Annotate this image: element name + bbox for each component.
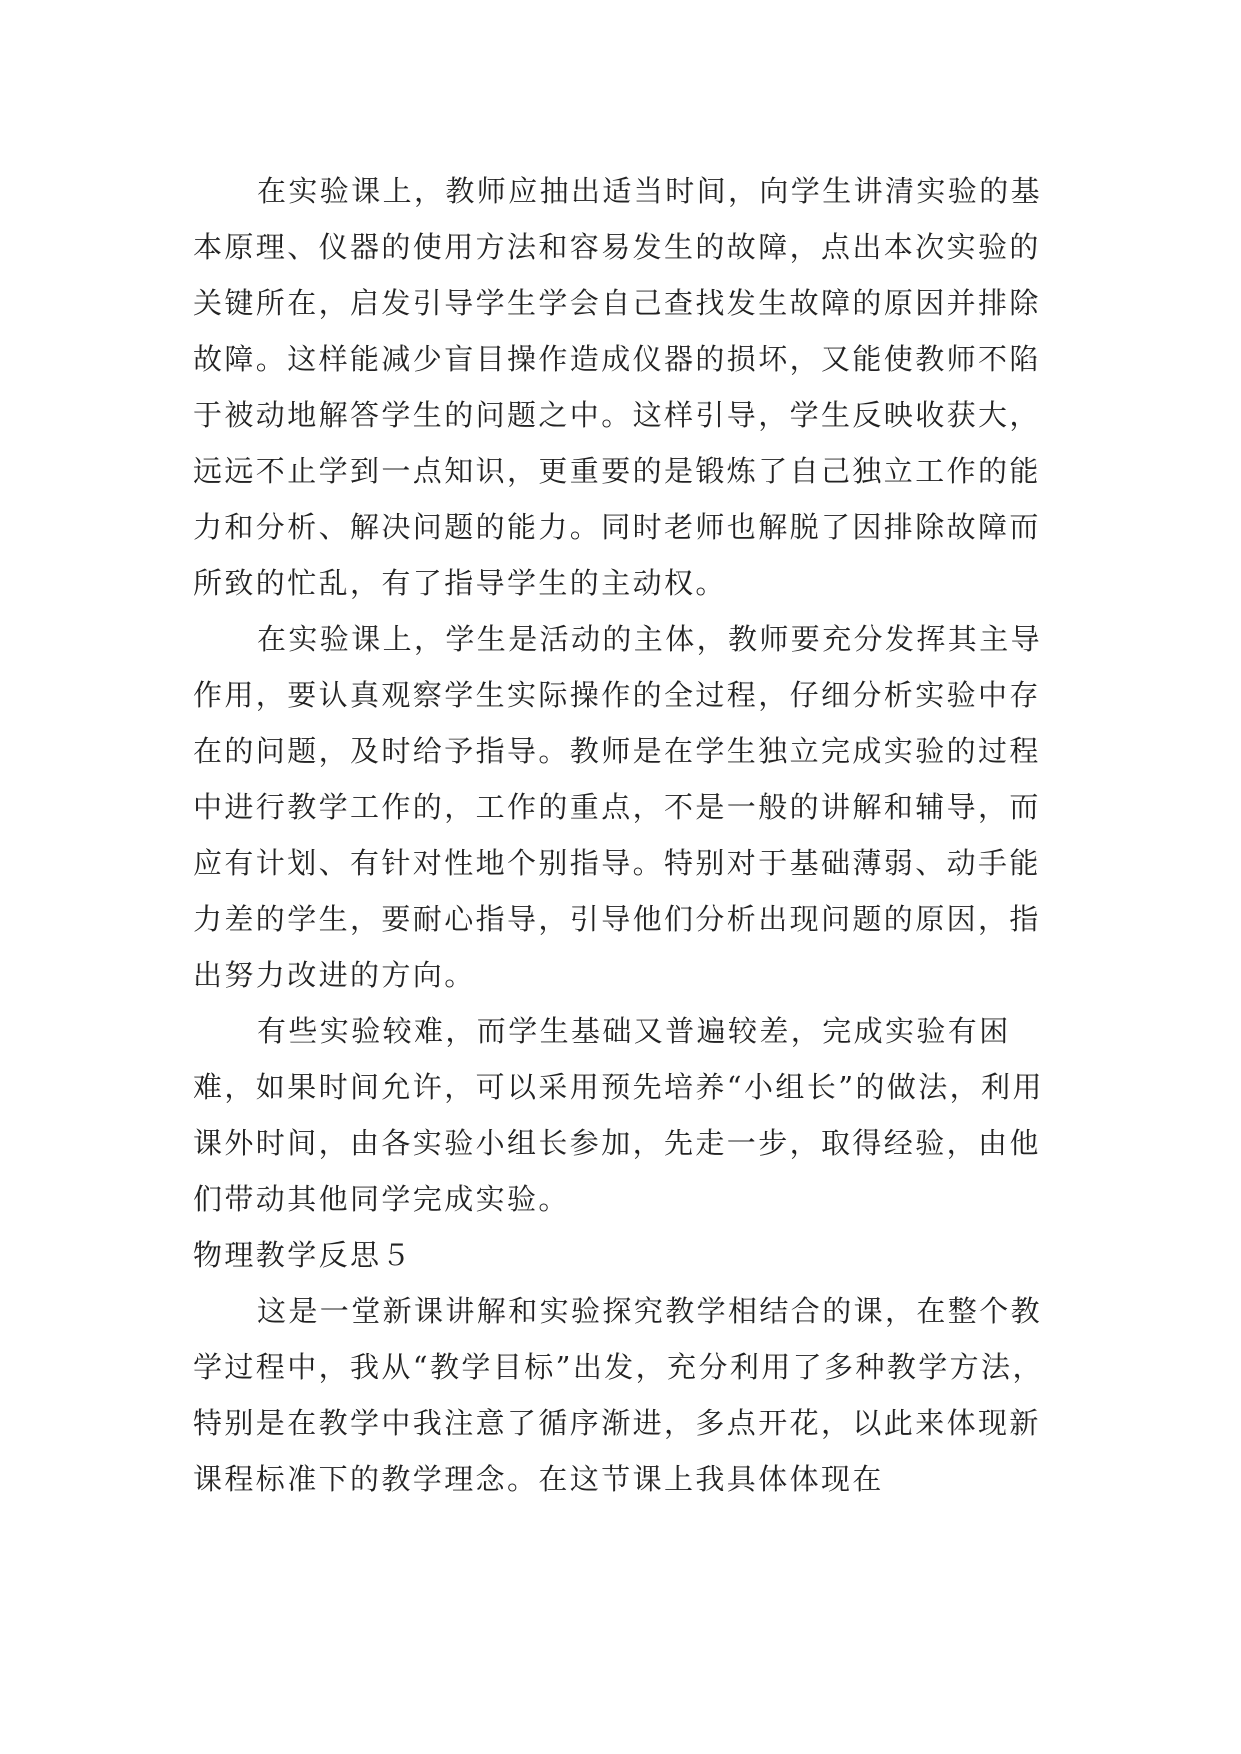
section-heading: 物理教学反思５ xyxy=(193,1238,413,1272)
paragraph-student-subject: 在实验课上，学生是活动的主体，教师要充分发挥其主导作用，要认真观察学生实际操作的全过程，仔细分析实验中存在的问题，及时给予指导。教师是在学生独立完成实验的过程中进行教学工作的，工作的重点，不是一般的讲解和辅导，而应有计划、有针对性地个别指导。特别对于基础薄弱、动手能力差的学生，要耐心指导，引导他们分析出现问题的原因，指出努力改进的方向。 xyxy=(193,622,1043,992)
document-body xyxy=(193,163,1053,1507)
paragraph-new-lesson: 这是一堂新课讲解和实验探究教学相结合的课，在整个教学过程中，我从“教学目标”出发，充分利用了多种教学方法，特别是在教学中我注意了循序渐进，多点开花，以此来体现新课程标准下的教学理念。在这节课上我具体体现在 xyxy=(193,1294,1044,1496)
paragraph-group-leader: 有些实验较难，而学生基础又普遍较差，完成实验有困难，如果时间允许，可以采用预先培养“小组长”的做法，利用课外时间，由各实验小组长参加，先走一步，取得经验，由他们带动其他同学完成实验。 xyxy=(193,1014,1044,1216)
paragraph-teacher-explains-experiment: 在实验课上，教师应抽出适当时间，向学生讲清实验的基本原理、仪器的使用方法和容易发生的故障，点出本次实验的关键所在，启发引导学生学会自己查找发生故障的原因并排除故障。这样能减少盲目操作造成仪器的损坏，又能使教师不陷于被动地解答学生的问题之中。这样引导，学生反映收获大，远远不止学到一点知识，更重要的是锻炼了自己独立工作的能力和分析、解决问题的能力。同时老师也解脱了因排除故障而所致的忙乱，有了指导学生的主动权。 xyxy=(193,174,1043,600)
